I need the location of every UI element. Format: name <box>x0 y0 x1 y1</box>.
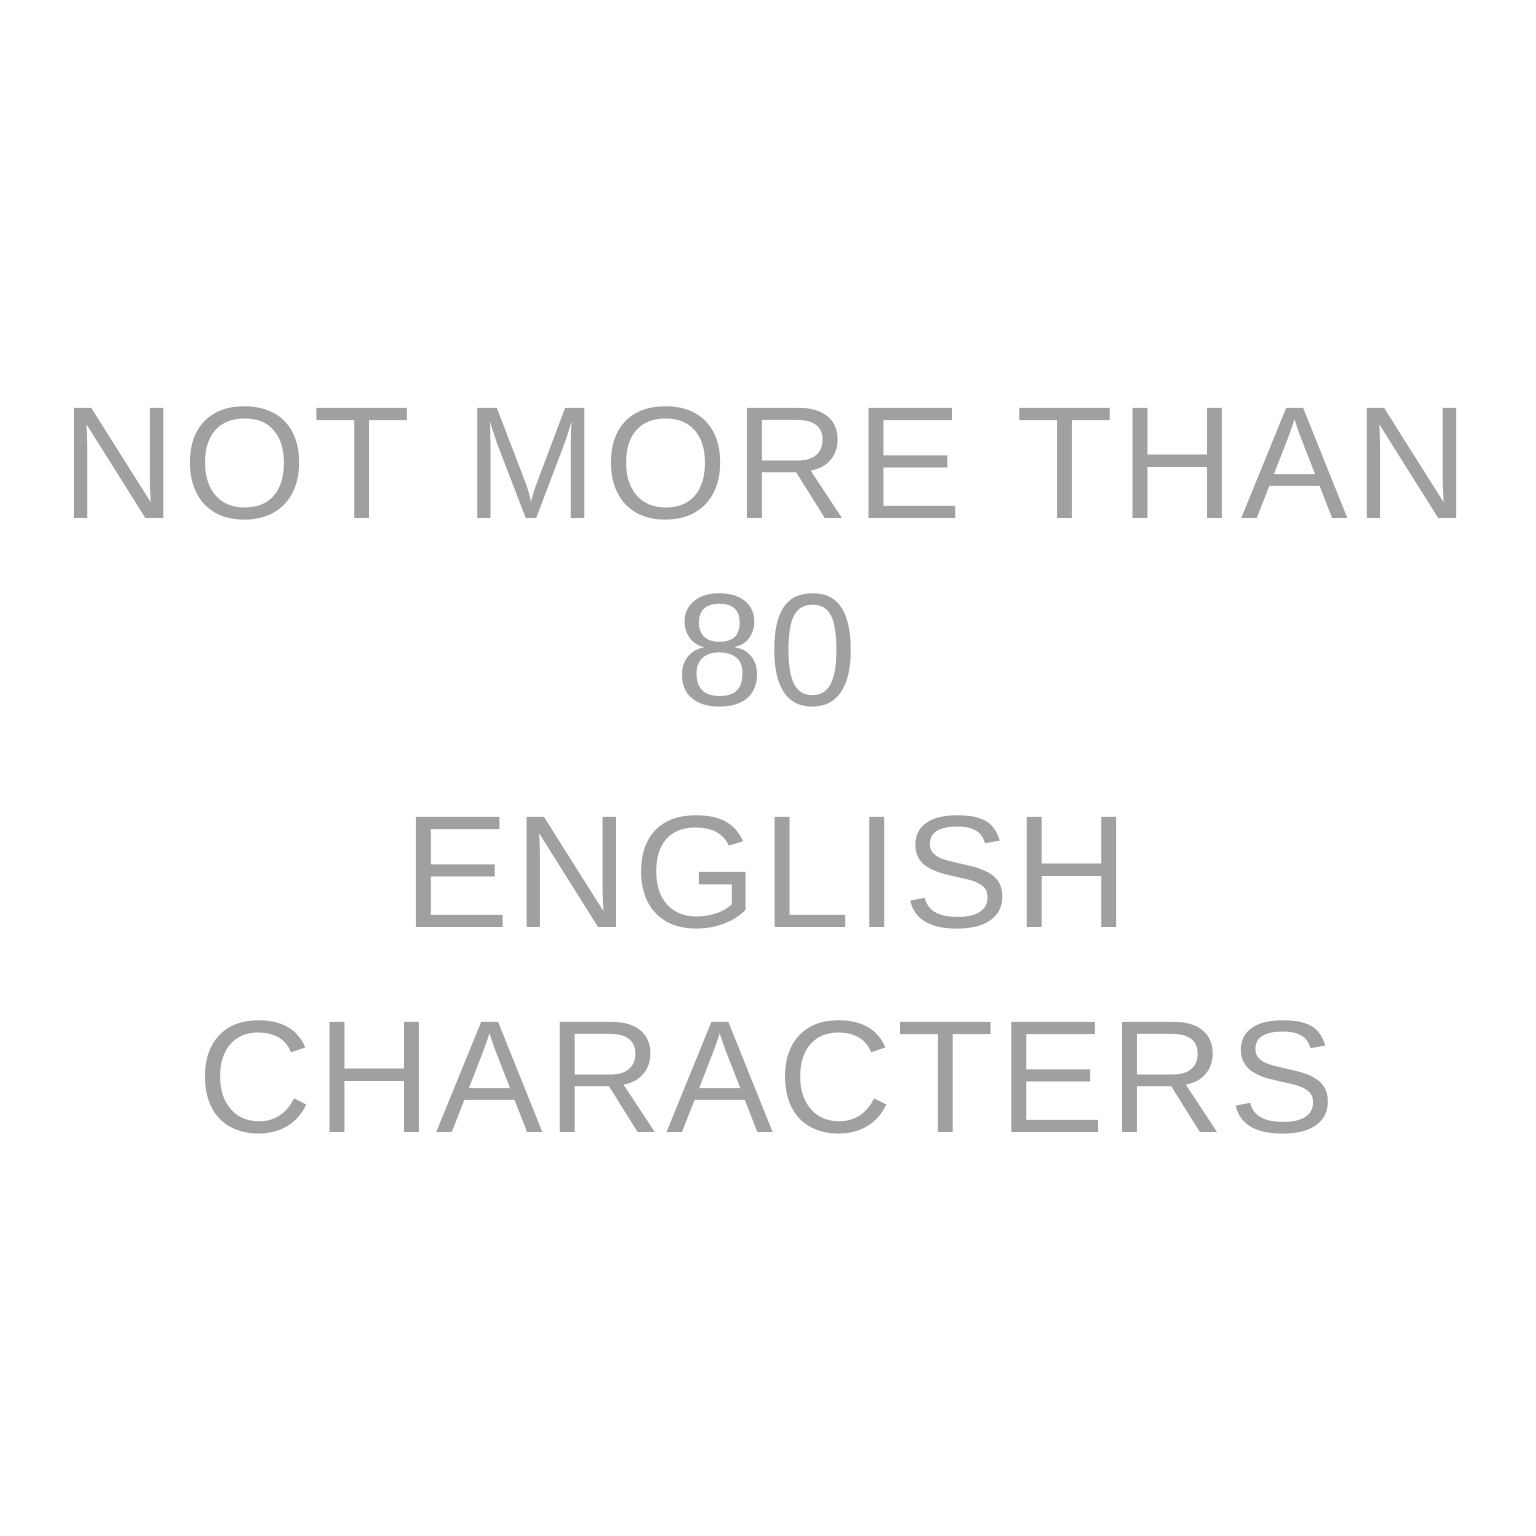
placeholder-line-2: 80 <box>675 560 861 739</box>
placeholder-line-1: NOT MORE THAN <box>60 373 1476 552</box>
placeholder-line-3: ENGLISH <box>402 782 1134 961</box>
placeholder-line-4: CHARACTERS <box>196 987 1340 1166</box>
